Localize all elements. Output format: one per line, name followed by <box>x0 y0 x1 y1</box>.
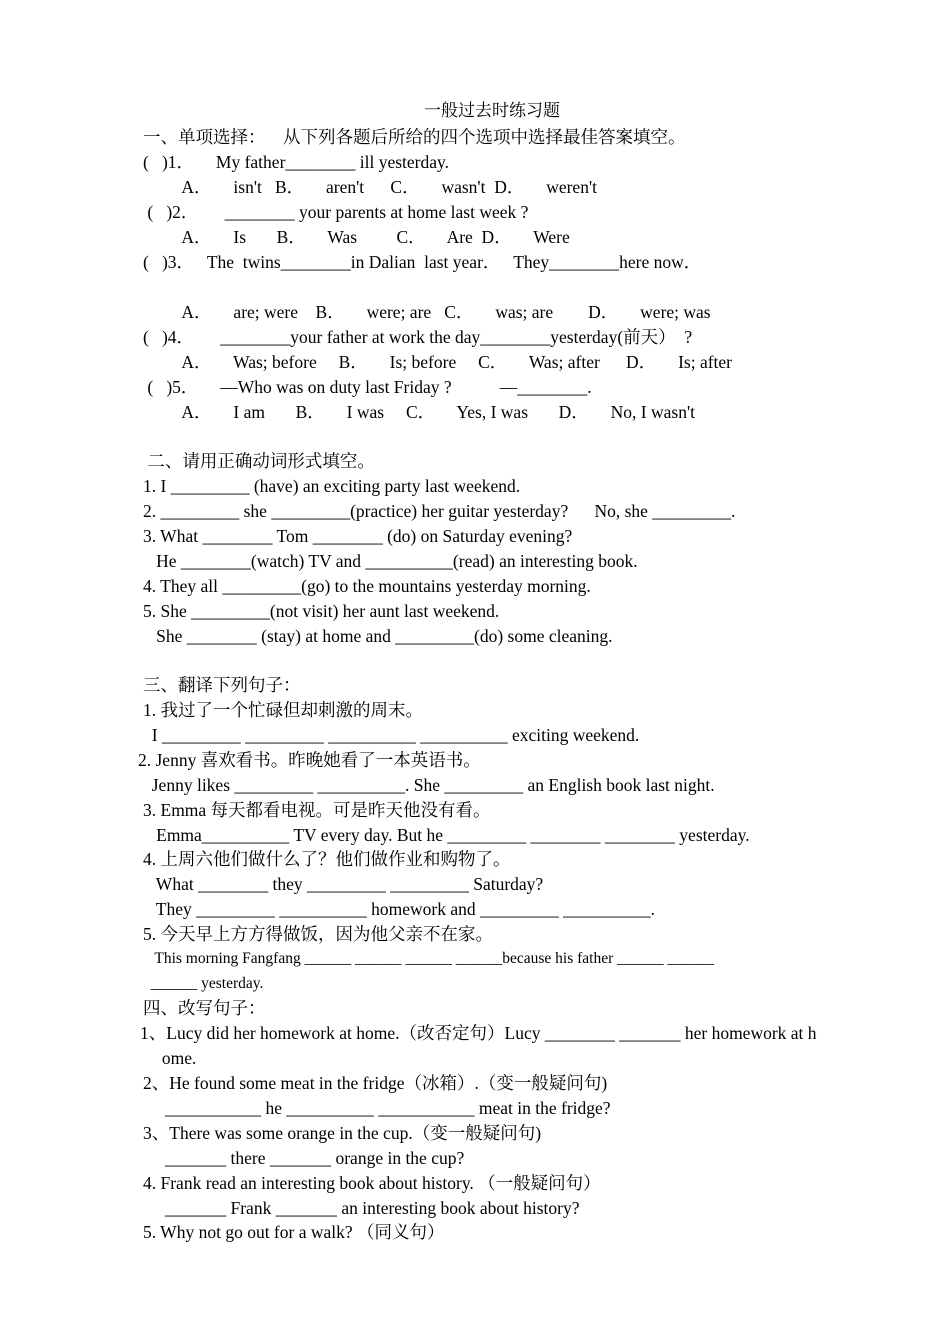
exercise-line: 1. I _________ (have) an exciting party last weekend. <box>143 476 521 496</box>
options-line: A． are; were B． were; are C． was; are D． were; was <box>143 302 711 322</box>
exercise-line: ome. <box>140 1048 197 1068</box>
exercise-line: Emma__________ TV every day. But he _________ ________ ________ yesterday. <box>143 825 750 845</box>
exercise-line: 4. Frank read an interesting book about history. （一般疑问句） <box>143 1173 601 1193</box>
options-line: A． Is B． Was C． Are D． Were <box>143 227 570 247</box>
exercise-line: ___________ he __________ ___________ meat in the fridge? <box>143 1098 611 1118</box>
exercise-line: Jenny likes _________ __________. She _________ an English book last night. <box>143 775 715 795</box>
options-line: A． isn't B． aren't C． wasn't D． weren't <box>143 177 597 197</box>
options-line: A． Was; before B． Is; before C． Was; after D． Is; after <box>143 352 732 372</box>
exercise-line: 5. Why not go out for a walk? （同义句） <box>143 1222 445 1242</box>
exercise-line: He ________(watch) TV and __________(read) an interesting book. <box>143 551 638 571</box>
section-2-heading: 二、请用正确动词形式填空。 <box>143 451 375 471</box>
exercise-line: _______ there _______ orange in the cup? <box>143 1148 465 1168</box>
question-line: ( )5． —Who was on duty last Friday ? —________. <box>143 377 592 397</box>
section-4-heading: 四、改写句子： <box>143 998 266 1018</box>
exercise-line: ______ yesterday. <box>143 975 264 992</box>
question-line: ( )2． ________ your parents at home last week ? <box>143 202 529 222</box>
options-line: A． I am B． I was C． Yes, I was D． No, I wasn't <box>143 402 695 422</box>
exercise-line: She ________ (stay) at home and _________(do) some cleaning. <box>143 626 613 646</box>
exercise-line: 1. 我过了一个忙碌但却刺激的周末。 <box>143 700 423 720</box>
exercise-line: 1、Lucy did her homework at home.（改否定句）Lucy ________ _______ her homework at h <box>140 1023 817 1043</box>
exercise-line: I _________ _________ __________ __________ exciting weekend. <box>143 725 640 745</box>
exercise-line: 3. Emma 每天都看电视。可是昨天他没有看。 <box>143 800 491 820</box>
exercise-line: 4. They all _________(go) to the mountains yesterday morning. <box>143 576 591 596</box>
exercise-line: 5. 今天早上方方得做饭，因为他父亲不在家。 <box>143 924 493 944</box>
section-1-heading: 一、单项选择： 从下列各题后所给的四个选项中选择最佳答案填空。 <box>143 127 686 147</box>
page-title: 一般过去时练习题 <box>424 101 560 120</box>
exercise-line: This morning Fangfang ______ ______ ______ ______because his father ______ ______ <box>143 950 714 967</box>
exercise-line: What ________ they _________ _________ Saturday? <box>143 874 544 894</box>
question-line: ( )4． ________your father at work the day________yesterday(前天） ? <box>143 327 693 347</box>
section-3-heading: 三、翻译下列句子： <box>143 675 301 695</box>
exercise-line: 2、He found some meat in the fridge（冰箱）.（变一般疑问句) <box>143 1073 608 1093</box>
exercise-line: 4. 上周六他们做什么了？他们做作业和购物了。 <box>143 849 511 869</box>
exercise-line: 3. What ________ Tom ________ (do) on Saturday evening? <box>143 526 573 546</box>
exercise-line: They _________ __________ homework and _________ __________. <box>143 899 656 919</box>
question-line: ( )1． My father________ ill yesterday. <box>143 152 450 172</box>
exercise-line: 3、There was some orange in the cup.（变一般疑问句) <box>143 1123 542 1143</box>
exercise-line: 2. Jenny 喜欢看书。昨晚她看了一本英语书。 <box>138 750 481 770</box>
exercise-line: 2. _________ she _________(practice) her guitar yesterday? No, she _________. <box>143 501 736 521</box>
exercise-line: _______ Frank _______ an interesting book about history? <box>143 1198 580 1218</box>
question-line: ( )3． The twins________in Dalian last year． They________here now． <box>143 252 702 272</box>
exercise-line: 5. She _________(not visit) her aunt last weekend. <box>143 601 500 621</box>
